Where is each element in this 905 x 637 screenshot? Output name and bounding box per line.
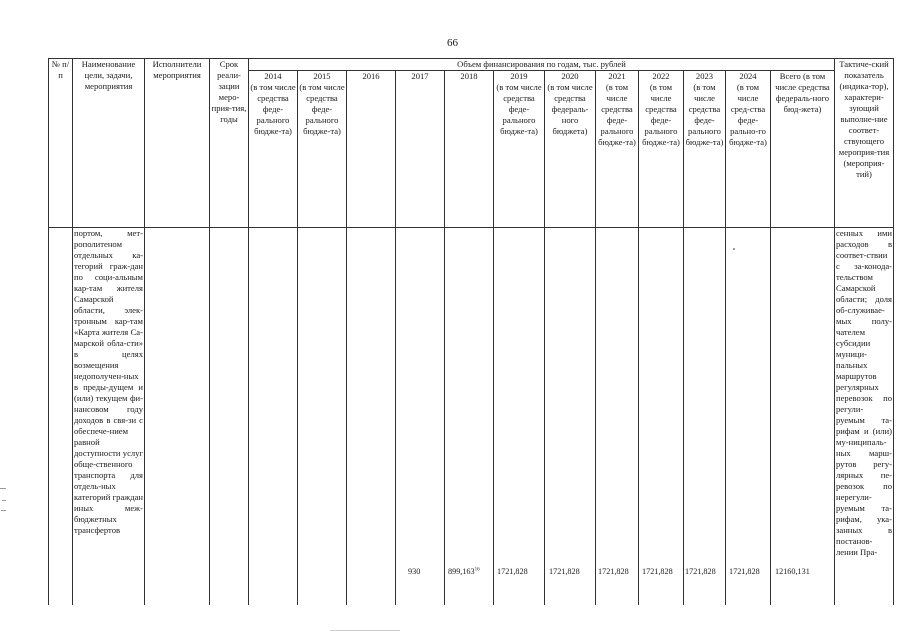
- value-2019: 1721,828: [497, 567, 528, 576]
- scan-artifact: [330, 630, 400, 631]
- header-year-2019: 2019 (в том числе средства феде-рального бюдже-та): [494, 71, 545, 228]
- cell-2020: [545, 228, 596, 606]
- header-period: Срок реали-зации меро-прия-тия, годы: [210, 59, 249, 228]
- header-name: Наименование цели, задачи, мероприятия: [73, 59, 145, 228]
- scan-artifact: [733, 248, 735, 250]
- value-2021: 1721,828: [598, 567, 629, 576]
- header-indicator: Тактиче-ский показатель (индика-тор), характери-зующий выполне-ние соответ-ствующего мероприя-тия (мероприя-тий): [835, 59, 894, 228]
- header-year-2022: 2022 (в том числе средства феде-рального бюдже-та): [639, 71, 684, 228]
- scan-artifact: [2, 500, 6, 501]
- cell-2018: [445, 228, 494, 606]
- scan-artifact: [0, 488, 6, 489]
- cell-num: [49, 228, 73, 606]
- cell-2014: [249, 228, 298, 606]
- header-year-2021: 2021 (в том числе средства феде-рального бюдже-та): [596, 71, 639, 228]
- cell-name-text: портом, мет-рополитеном отдельных ка-тегорий граж-дан по соци-альным кар-там жителя Самарской области, элек-тронным кар-там «Карта жителя Са-марской обла-сти» в целях возмещения недополучен-ных в преды-дущем и (или) текущем фи-нансовом году доходов в свя-зи с обеспече-нием равной доступности услуг обще-ственного транспорта для отдель-ных категорий граждан иных меж-бюджетных трансфертов: [73, 228, 145, 606]
- cell-2017: [396, 228, 445, 606]
- cell-indicator-text: сенных ими расходов в соответ-ствии с за-конода-тельством Самарской области; доля об-служивае-мых полу-чателем субсидии муници-пальных маршрутов регулярных перевозок по регули-руемым та-рифам и (или) му-ниципаль-ных марш-рутов регу-лярных пе-ревозок по нерегули-руемым та-рифам, ука-занных в постанов-лении Пра-: [835, 228, 894, 606]
- value-2024: 1721,828: [729, 567, 760, 576]
- cell-2021: [596, 228, 639, 606]
- header-year-2016: 2016: [347, 71, 396, 228]
- header-year-2017: 2017: [396, 71, 445, 228]
- header-year-2024: 2024 (в том числе сред-ства феде-рально-го бюдже-та): [726, 71, 771, 228]
- value-2018-footnote: 16: [474, 567, 480, 573]
- cell-2024: [726, 228, 771, 606]
- value-2018: 899,163$^{16}$: [448, 567, 480, 576]
- scan-artifact: [1, 510, 6, 511]
- cell-executors: [145, 228, 210, 606]
- header-funding-group: Объем финансирования по годам, тыс. рублей: [249, 59, 835, 71]
- header-year-2023: 2023 (в том числе средства феде-рального бюдже-та): [684, 71, 726, 228]
- header-year-2014: 2014 (в том числе средства феде-рального бюдже-та): [249, 71, 298, 228]
- value-total: 12160,131: [775, 567, 810, 576]
- cell-period: [210, 228, 249, 606]
- cell-total: [771, 228, 835, 606]
- header-year-2020: 2020 (в том числе средства федераль-ного бюджета): [545, 71, 596, 228]
- cell-2023: [684, 228, 726, 606]
- cell-2022: [639, 228, 684, 606]
- header-executors: Исполнители мероприятия: [145, 59, 210, 228]
- table-row: [49, 228, 894, 606]
- header-num: № п/п: [49, 59, 73, 228]
- cell-2019: [494, 228, 545, 606]
- header-year-2018: 2018: [445, 71, 494, 228]
- financing-table: [48, 58, 894, 605]
- page-number: 66: [447, 37, 458, 49]
- header-total: Всего (в том числе средства федераль-ного бюд-жета): [771, 71, 835, 228]
- value-2017: 930: [408, 567, 421, 576]
- value-2023: 1721,828: [685, 567, 716, 576]
- header-year-2015: 2015 (в том числе средства феде-рального бюдже-та): [298, 71, 347, 228]
- cell-2015: [298, 228, 347, 606]
- value-2020: 1721,828: [549, 567, 580, 576]
- cell-2016: [347, 228, 396, 606]
- value-2022: 1721,828: [642, 567, 673, 576]
